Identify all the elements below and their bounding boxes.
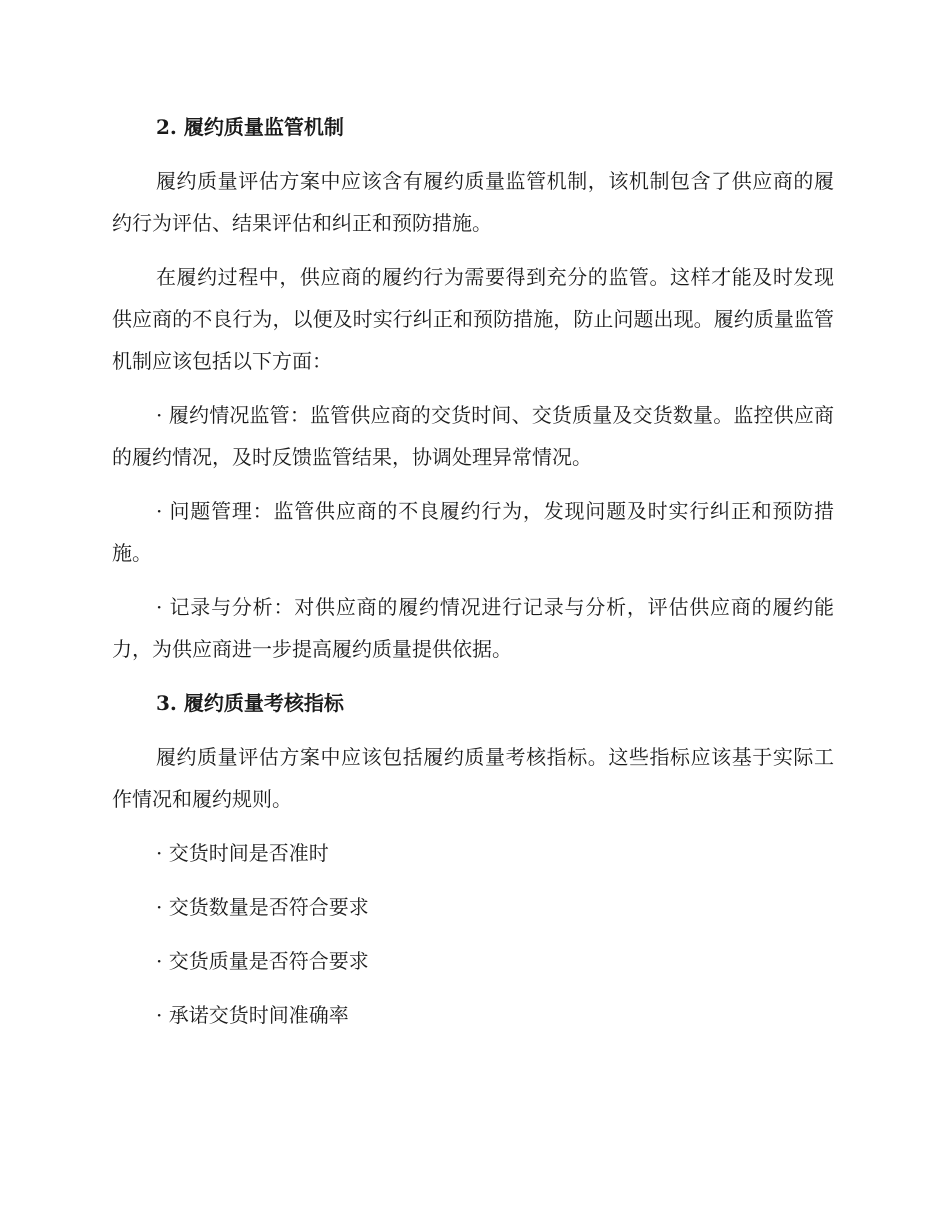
section-3-list-item-delivery-quality: · 交货质量是否符合要求 bbox=[156, 949, 369, 973]
section-2-bullet-issue-management: · 问题管理：监管供应商的不良履约行为，发现问题及时实行纠正和预防措施。 bbox=[112, 499, 834, 565]
document-content bbox=[112, 106, 834, 1048]
section-3-paragraph-1: 履约质量评估方案中应该包括履约质量考核指标。这些指标应该基于实际工作情况和履约规则。 bbox=[112, 745, 834, 811]
section-2-paragraph-2: 在履约过程中，供应商的履约行为需要得到充分的监管。这样才能及时发现供应商的不良行为，以便及时实行纠正和预防措施，防止问题出现。履约质量监管机制应该包括以下方面： bbox=[112, 265, 834, 373]
section-3-heading: 3. 履约质量考核指标 bbox=[156, 691, 344, 715]
section-2-paragraph-1: 履约质量评估方案中应该含有履约质量监管机制，该机制包含了供应商的履约行为评估、结果评估和纠正和预防措施。 bbox=[112, 169, 834, 235]
section-2-bullet-monitoring: · 履约情况监管：监管供应商的交货时间、交货质量及交货数量。监控供应商的履约情况，及时反馈监管结果，协调处理异常情况。 bbox=[112, 403, 834, 469]
section-2-heading: 2. 履约质量监管机制 bbox=[156, 115, 344, 139]
section-3-list-item-delivery-quantity: · 交货数量是否符合要求 bbox=[156, 895, 369, 919]
section-3-list-item-delivery-time: · 交货时间是否准时 bbox=[156, 841, 329, 865]
section-2-bullet-record-analysis: · 记录与分析：对供应商的履约情况进行记录与分析，评估供应商的履约能力，为供应商进一步提高履约质量提供依据。 bbox=[112, 595, 834, 661]
section-3-list-item-promise-accuracy: · 承诺交货时间准确率 bbox=[156, 1003, 349, 1027]
